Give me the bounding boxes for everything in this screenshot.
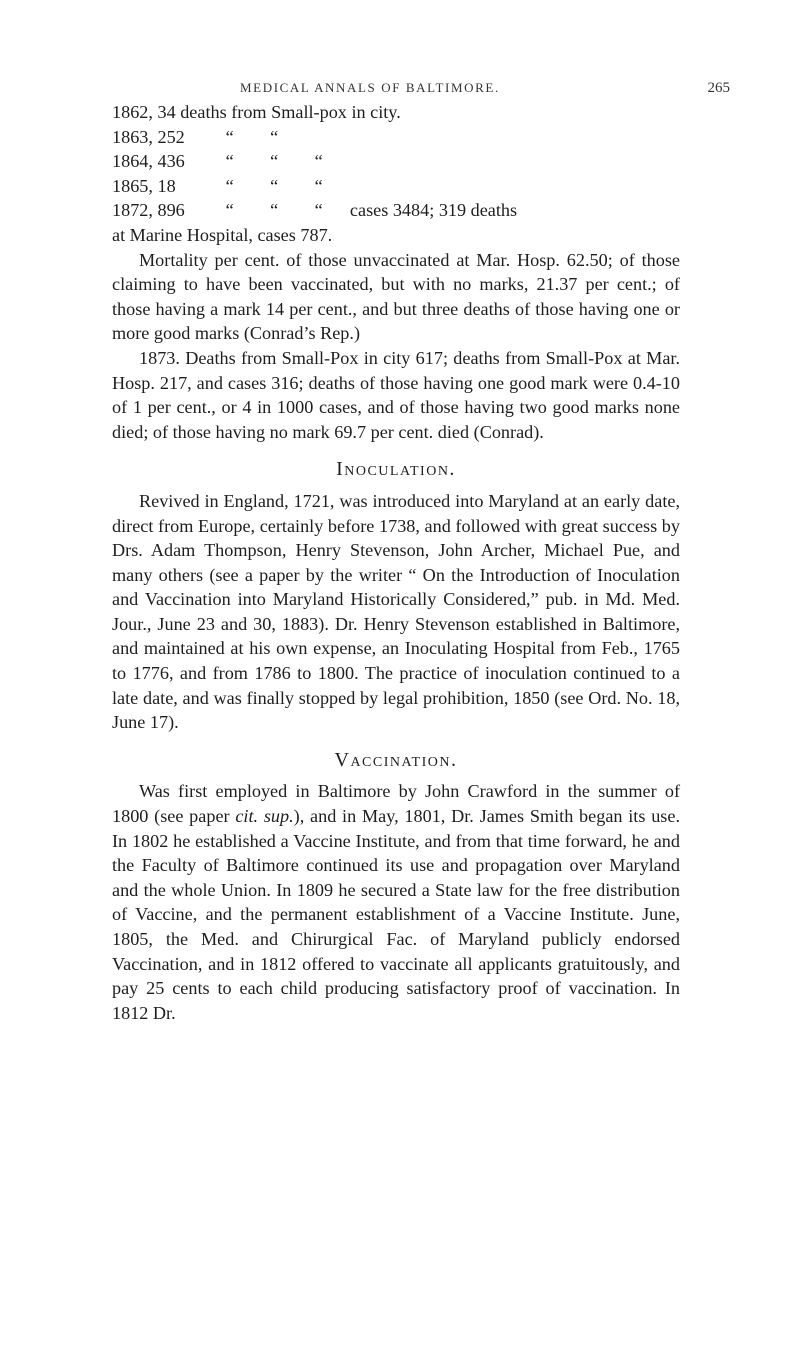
page-number: 265	[707, 80, 730, 96]
stats-row	[112, 125, 680, 150]
mortality-paragraph: Mortality per cent. of those unvaccinated at Mar. Hosp. 62.50; of those claiming to have been vaccinated, but with no marks, 21.37 per cent.; of those having a mark 14 per cent., and but three deaths of those having one or more good marks (Conrad’s Rep.)	[112, 249, 680, 344]
stats-row	[112, 174, 680, 199]
stats-year: 1864,	[112, 151, 153, 172]
vaccination-text-a: Was first employed in Baltimore by John Crawford in the summer of 1800 (see paper	[112, 781, 680, 827]
stats-ditto: “ “	[225, 126, 279, 147]
stats-row	[112, 100, 680, 125]
running-header	[240, 80, 730, 96]
smallpox-stats-table	[112, 100, 680, 248]
inoculation-paragraph: Revived in England, 1721, was introduced into Maryland at an early date, direct from Europe, certainly before 1738, and followed with great success by Drs. Adam Thompson, Henry Stevenson, John Archer, Michael Pue, and many others (see a paper by the writer “ On the Introduction of Inoculation and Vaccination into Maryland Historically Considered,” pub. in Md. Med. Jour., June 23 and 30, 1883). Dr. Henry Stevenson established in Baltimore, and maintained at his own expense, an Inoculating Hospital from Feb., 1765 to 1776, and from 1786 to 1800. The practice of inoculation continued to a late date, and was finally stopped by legal prohibition, 1850 (see Ord. No. 18, June 17).	[112, 490, 680, 733]
stats-count: 18	[157, 175, 176, 196]
stats-ditto: “ “ “	[225, 151, 323, 172]
stats-extra: cases 3484; 319 deaths	[349, 200, 518, 221]
stats-count: 436	[157, 151, 185, 172]
vaccination-citation: cit. sup.	[235, 806, 294, 827]
vaccination-text-b: ), and in May, 1801, Dr. James Smith began its use. In 1802 he established a Vaccine Institute, and from that time forward, he and the Faculty of Baltimore continued its use and propagation over Maryland and the whole Union. In 1809 he secured a State law for the free distribution of Vaccine, and the permanent establishment of a Vaccine Institute. June, 1805, the Med. and Chirurgical Fac. of Maryland publicly endorsed Vaccination, and in 1812 offered to vaccinate all applicants gratuitously, and pay 25 cents to each child producing satisfactory proof of vaccination. In 1812 Dr.	[112, 806, 680, 1023]
stats-ditto: “ “ “	[225, 200, 323, 221]
page-body	[112, 100, 680, 1025]
running-title: MEDICAL ANNALS OF BALTIMORE.	[240, 80, 500, 95]
stats-count: 34	[157, 102, 176, 122]
stats-continuation: at Marine Hospital, cases 787.	[112, 224, 333, 245]
vaccination-paragraph	[112, 779, 680, 1025]
inoculation-heading: Inoculation.	[336, 458, 456, 481]
stats-row	[112, 149, 680, 174]
stats-year: 1862,	[112, 102, 153, 122]
stats-year: 1865,	[112, 175, 153, 196]
paragraph-1873: 1873. Deaths from Small-Pox in city 617; deaths from Small-Pox at Mar. Hosp. 217, and cases 316; deaths of those having one good mark were 0.4-10 of 1 per cent., or 4 in 1000 cases, and of those having two good marks none died; of those having no mark 69.7 per cent. died (Conrad).	[112, 347, 680, 442]
stats-row	[112, 198, 680, 223]
stats-desc: deaths from Small-pox in city.	[180, 102, 401, 122]
vaccination-heading: Vaccination.	[334, 748, 458, 771]
stats-year: 1863,	[112, 126, 153, 147]
stats-count: 896	[157, 200, 185, 221]
stats-count: 252	[157, 126, 185, 147]
stats-ditto: “ “ “	[225, 175, 323, 196]
stats-year: 1872,	[112, 200, 153, 221]
